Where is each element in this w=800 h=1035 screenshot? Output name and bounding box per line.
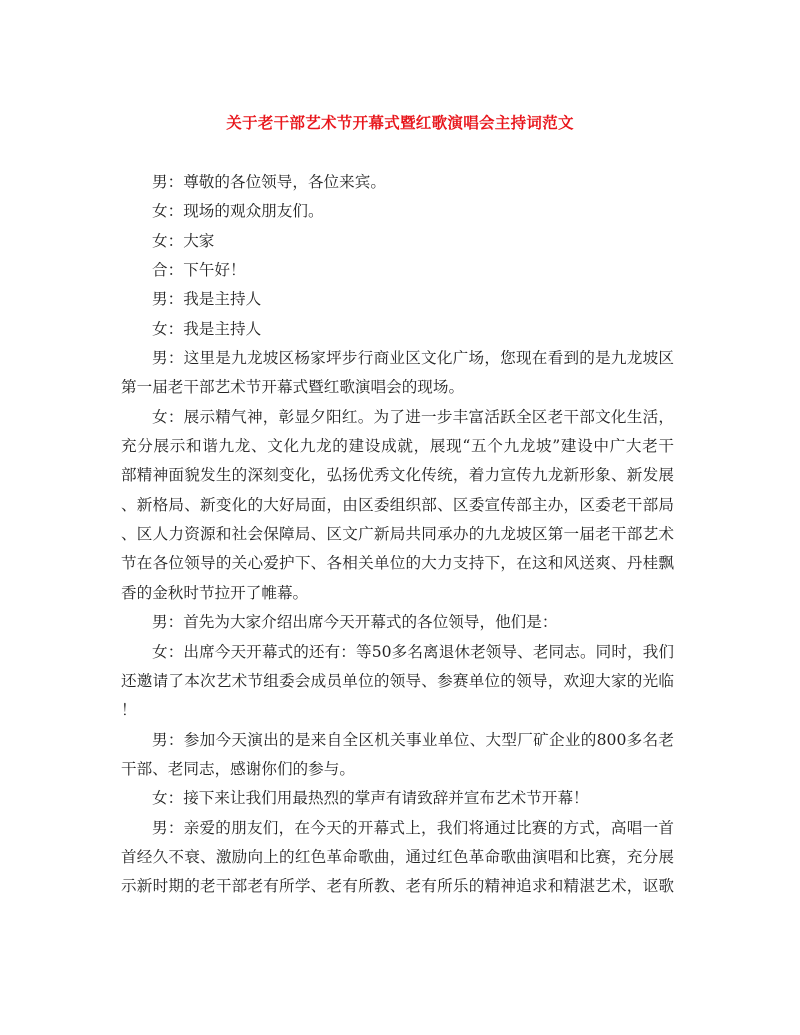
paragraph bbox=[121, 315, 674, 344]
paragraph bbox=[121, 285, 674, 314]
text-line: 男：我是主持人 bbox=[152, 290, 262, 309]
paragraph bbox=[121, 168, 674, 197]
text-line: 男：首先为大家介绍出席今天开幕式的各位领导，他们是： bbox=[152, 613, 558, 632]
paragraph bbox=[121, 344, 674, 403]
text-line: 女：出席今天开幕式的还有：等50多名离退休老领导、老同志。同时，我们 bbox=[152, 642, 674, 661]
text-line: 合：下午好！ bbox=[152, 261, 246, 280]
paragraph bbox=[121, 227, 674, 256]
text-line: 充分展示和谐九龙、文化九龙的建设成就，展现“五个九龙坡”建设中广大老干 bbox=[121, 437, 674, 456]
paragraph bbox=[121, 608, 674, 637]
paragraph bbox=[121, 726, 674, 785]
text-line: 女：接下来让我们用最热烈的掌声有请致辞并宣布艺术节开幕！ bbox=[152, 789, 589, 808]
document-body bbox=[121, 168, 674, 902]
text-line: 男：参加今天演出的是来自全区机关事业单位、大型厂矿企业的800多名老 bbox=[152, 730, 674, 749]
text-line: 还邀请了本次艺术节组委会成员单位的领导、参赛单位的领导，欢迎大家的光临 bbox=[121, 671, 674, 690]
text-line: 女：我是主持人 bbox=[152, 319, 262, 338]
text-line: 女：展示精气神，彰显夕阳红。为了进一步丰富活跃全区老干部文化生活， bbox=[152, 407, 674, 426]
text-line: ！ bbox=[121, 701, 137, 720]
text-line: 首经久不衰、激励向上的红色革命歌曲，通过红色革命歌曲演唱和比赛，充分展 bbox=[121, 847, 674, 866]
paragraph bbox=[121, 403, 674, 608]
paragraph bbox=[121, 256, 674, 285]
paragraph bbox=[121, 784, 674, 813]
text-line: 男：尊敬的各位领导，各位来宾。 bbox=[152, 173, 386, 191]
paragraph bbox=[121, 814, 674, 902]
text-line: 女：大家 bbox=[152, 231, 215, 250]
paragraph bbox=[121, 638, 674, 726]
text-line: 示新时期的老干部老有所学、老有所教、老有所乐的精神追求和精湛艺术，讴歌 bbox=[121, 877, 674, 896]
text-line: 香的金秋时节拉开了帷幕。 bbox=[121, 583, 309, 602]
text-line: 第一届老干部艺术节开幕式暨红歌演唱会的现场。 bbox=[121, 378, 465, 397]
document-title: 关于老干部艺术节开幕式暨红歌演唱会主持词范文 bbox=[226, 113, 574, 132]
text-line: 干部、老同志，感谢你们的参与。 bbox=[121, 759, 355, 778]
text-line: 女：现场的观众朋友们。 bbox=[152, 202, 324, 221]
text-line: 部精神面貌发生的深刻变化，弘扬优秀文化传统，着力宣传九龙新形象、新发展 bbox=[121, 466, 674, 485]
text-line: 、区人力资源和社会保障局、区文广新局共同承办的九龙坡区第一届老干部艺术 bbox=[121, 525, 674, 544]
text-line: 男：这里是九龙坡区杨家坪步行商业区文化广场，您现在看到的是九龙坡区 bbox=[152, 349, 674, 368]
text-line: 节在各位领导的关心爱护下、各相关单位的大力支持下，在这和风送爽、丹桂飘 bbox=[121, 554, 674, 573]
paragraph bbox=[121, 197, 674, 226]
text-line: 男：亲爱的朋友们，在今天的开幕式上，我们将通过比赛的方式，高唱一首 bbox=[152, 818, 674, 837]
text-line: 、新格局、新变化的大好局面，由区委组织部、区委宣传部主办，区委老干部局 bbox=[121, 495, 674, 514]
